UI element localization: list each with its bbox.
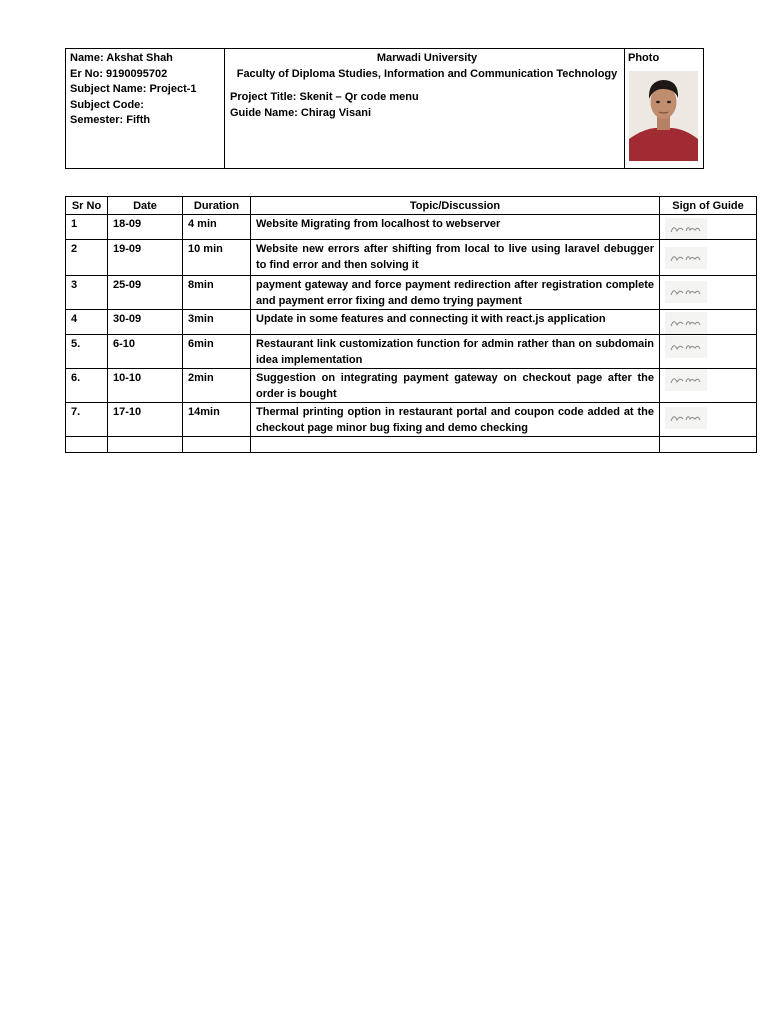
student-name: Name: Akshat Shah bbox=[70, 52, 173, 64]
subject-code: Subject Code: bbox=[70, 98, 144, 111]
row-sr: 3 bbox=[66, 276, 108, 310]
row-sr: 2 bbox=[66, 240, 108, 276]
table-row bbox=[66, 276, 757, 310]
row-sign bbox=[660, 215, 757, 240]
table-row bbox=[66, 335, 757, 369]
row-duration: 3min bbox=[183, 310, 251, 335]
row-sr: 6. bbox=[66, 369, 108, 403]
table-row bbox=[66, 310, 757, 335]
row-topic: Suggestion on integrating payment gateway on checkout page after the order is bought bbox=[251, 369, 660, 403]
table-row bbox=[66, 369, 757, 403]
row-topic: Update in some features and connecting it with react.js application bbox=[251, 310, 660, 335]
row-date: 25-09 bbox=[108, 276, 183, 310]
row-topic bbox=[251, 437, 660, 453]
col-topic: Topic/Discussion bbox=[251, 197, 660, 215]
row-sign bbox=[660, 240, 757, 276]
table-row bbox=[66, 240, 757, 276]
guide-signature-icon bbox=[665, 218, 707, 240]
row-date: 10-10 bbox=[108, 369, 183, 403]
guide-name: Guide Name: Chirag Visani bbox=[230, 106, 372, 119]
row-date bbox=[108, 437, 183, 453]
project-title: Project Title: Skenit – Qr code menu bbox=[230, 91, 419, 103]
row-sign bbox=[660, 276, 757, 310]
student-info-header bbox=[65, 48, 704, 169]
subject-name: Subject Name: Project-1 bbox=[70, 83, 197, 95]
col-duration: Duration bbox=[183, 197, 251, 215]
row-topic: payment gateway and force payment redirection after registration complete and payment error fixing and demo trying payment bbox=[251, 276, 660, 310]
row-duration: 2min bbox=[183, 369, 251, 403]
table-row bbox=[66, 403, 757, 437]
row-sr bbox=[66, 437, 108, 453]
faculty-name: Faculty of Diploma Studies, Information and Communication Technology bbox=[236, 67, 618, 80]
row-duration: 6min bbox=[183, 335, 251, 369]
row-sr: 5. bbox=[66, 335, 108, 369]
row-sr: 7. bbox=[66, 403, 108, 437]
row-sr: 1 bbox=[66, 215, 108, 240]
table-row bbox=[66, 215, 757, 240]
university-name: Marwadi University bbox=[376, 52, 478, 64]
row-topic: Restaurant link customization function for admin rather than on subdomain idea implementation bbox=[251, 335, 660, 369]
col-sign: Sign of Guide bbox=[660, 197, 757, 215]
table-row bbox=[66, 437, 757, 453]
row-sign bbox=[660, 403, 757, 437]
meeting-log-table bbox=[65, 196, 757, 453]
guide-signature-icon bbox=[665, 369, 707, 391]
row-duration: 4 min bbox=[183, 215, 251, 240]
row-sign bbox=[660, 437, 757, 453]
row-duration: 8min bbox=[183, 276, 251, 310]
guide-signature-icon bbox=[665, 336, 707, 358]
row-sr: 4 bbox=[66, 310, 108, 335]
row-duration: 14min bbox=[183, 403, 251, 437]
guide-signature-icon bbox=[665, 247, 707, 269]
log-header-row bbox=[66, 197, 757, 215]
row-topic: Thermal printing option in restaurant portal and coupon code added at the checkout page minor bug fixing and demo checking bbox=[251, 403, 660, 437]
row-date: 30-09 bbox=[108, 310, 183, 335]
row-duration: 10 min bbox=[183, 240, 251, 276]
photo-label: Photo bbox=[628, 52, 660, 64]
institution-cell bbox=[225, 49, 625, 169]
col-date: Date bbox=[108, 197, 183, 215]
student-details-cell bbox=[66, 49, 225, 169]
photo-cell bbox=[625, 49, 704, 169]
col-sr-no: Sr No bbox=[66, 197, 108, 215]
student-photo-icon bbox=[629, 71, 698, 161]
row-date: 17-10 bbox=[108, 403, 183, 437]
guide-signature-icon bbox=[665, 281, 707, 303]
row-sign bbox=[660, 369, 757, 403]
guide-signature-icon bbox=[665, 312, 707, 334]
guide-signature-icon bbox=[665, 407, 707, 429]
row-sign bbox=[660, 310, 757, 335]
row-date: 19-09 bbox=[108, 240, 183, 276]
row-date: 6-10 bbox=[108, 335, 183, 369]
row-topic: Website Migrating from localhost to webserver bbox=[251, 215, 660, 240]
row-date: 18-09 bbox=[108, 215, 183, 240]
row-topic: Website new errors after shifting from local to live using laravel debugger to find error and then solving it bbox=[251, 240, 660, 276]
row-duration bbox=[183, 437, 251, 453]
row-sign bbox=[660, 335, 757, 369]
enrollment-number: Er No: 9190095702 bbox=[70, 67, 168, 80]
student-photo bbox=[629, 71, 698, 161]
semester: Semester: Fifth bbox=[70, 114, 151, 126]
